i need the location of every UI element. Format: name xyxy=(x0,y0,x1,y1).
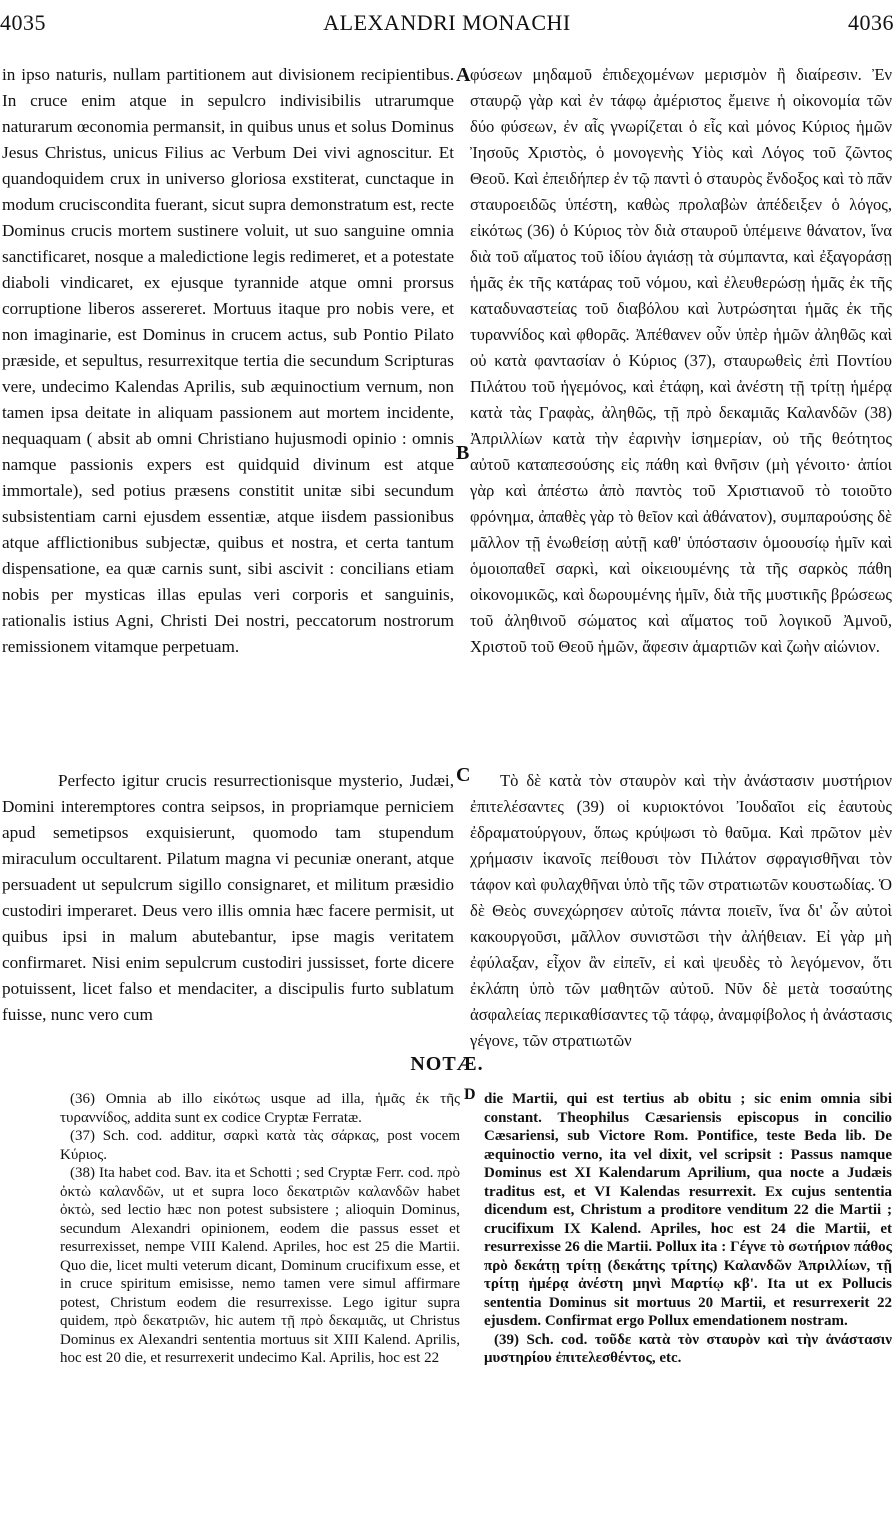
note-37: (37) Sch. cod. additur, σαρκὶ κατὰ τὰς σάρκας, post vocem Κύριος. xyxy=(60,1128,460,1163)
section-marker-b: B xyxy=(456,442,470,464)
greek-column xyxy=(470,62,892,660)
latin-column xyxy=(2,62,454,660)
page-header xyxy=(0,10,894,50)
note-38-continued: die Martii, qui est tertius ab obitu ; sic enim omnia sibi constant. Theophilus Cæsariensis episcopus in concilio Cæsariensi, sub Victore Rom. Pontifice, teste Beda lib. De æquinoctio verno, ita vel dixit, vel scripsit : Passus namque Dominus est XI Kalendarum Aprilium, qua nocte a Judæis traditus est, et VI Kalendas resurrexit. Ex cujus sententia dicendum est, Christum a proditore venditum 22 die Martii ; crucifixum IX Kalend. Apriles, hoc est 24 die Martii, et resurrexisse 26 die Martii. Pollux ita : Γέγνε τὸ σωτήριον πάθος πρὸ δεκάτῃ τρίτῃ (δεκάτης τρίτης) Καλανδῶν Ἀπριλλίων, τῇ τρίτῃ ἡμέρᾳ ἀνέστη μηνὶ Μαρτίῳ κβ'. Ita ut ex Pollucis sententia Dominus sit mortuus 20 Martii, et resurrexerit 22 ejusdem. Confirmat ergo Pollux emendationem nostram. xyxy=(484,1091,892,1329)
latin-column-2 xyxy=(2,768,454,1028)
notes-title: NOTÆ. xyxy=(410,1053,484,1075)
greek-paragraph-2: Τὸ δὲ κατὰ τὸν σταυρὸν καὶ τὴν ἀνάστασιν μυστήριον ἐπιτελέσαντες (39) οἱ κυριοκτόνοι Ἰουδαῖοι εἰς ἑαυτοὺς ἐδραματούργουν, ὅπως κρύψωσι τὸ θαῦμα. Καὶ πρῶτον μὲν χρήμασιν ἱκανοῖς πείθουσι τὸν Πιλάτον σφραγισθῆναι τὸν τάφον καὶ φυλαχθῆναι ὑπὸ τῆς τῶν στρατιωτῶν κουστωδίας. Ὁ δὲ Θεὸς συνεχώρησεν αὐτοῖς πάντα ποιεῖν, ἵνα δι' ὧν αὐτοὶ κακουργοῦσι, μᾶλλον συνιστῶσι τὴν ἀλήθειαν. Εἰ γὰρ μὴ ἐφύλαξαν, εἶχον ἂν εἰπεῖν, εἰ καὶ ψευδὲς τὸ λεγόμενον, ὅτι ἐκλάπη ὑπὸ τῶν μαθητῶν αὐτοῦ. Νῦν δὲ μετὰ τοσαύτης ἀσφαλείας περικαθίσαντες τῷ τάφῳ, ἀναμφίβολος ἡ ἀνάστασις γέγονε, τῶν στρατιωτῶν xyxy=(470,771,892,1050)
section-marker-d: D xyxy=(464,1086,476,1103)
latin-paragraph-2: Perfecto igitur crucis resurrectionisque mysterio, Judæi, Domini interemptores contra seipsos, in propriamque perniciem apud semetipsos exquisierunt, quomodo tam stupendum miraculum occultarent. Pilatum magna vi pecuniæ onerant, atque persuadent ut sepulcrum sigillo consignaret, et militum præsidio custodiri imperaret. Deus vero illis omnia hæc facere permisit, ut quibus ipsi in malum abutebantur, ipse magis veritatem confirmaret. Nisi enim sepulcrum custodiri jussisset, forte dicere potuissent, licet falso et mendaciter, a discipulis furto sublatum fuisse, nunc vero cum xyxy=(2,771,454,1024)
notes-right-column xyxy=(484,1090,892,1368)
greek-paragraph-1: φύσεων μηδαμοῦ ἐπιδεχομένων μερισμὸν ἢ διαίρεσιν. Ἐν σταυρῷ γὰρ καὶ ἐν τάφῳ ἀμέριστος ἔμεινε ἡ οἰκονομία τῶν δύο φύσεων, ἐν αἷς γνωρίζεται ὁ εἷς καὶ μόνος Κύριος ἡμῶν Ἰησοῦς Χριστὸς, ὁ μονογενὴς Υἱὸς καὶ Λόγος τοῦ ζῶντος Θεοῦ. Καὶ ἐπειδήπερ ἐν τῷ παντὶ ὁ σταυρὸς ἔνδοξος καὶ τὸ πᾶν σταυροειδῶς ὑπέστη, καθὼς προλαβὼν ἀπέδειξεν ὁ λόγος, εἰκότως (36) ὁ Κύριος τὸν διὰ σταυροῦ ὑπέμεινε θάνατον, ἵνα διὰ τοῦ αἵματος τοῦ ἰδίου ἁγιάσῃ τὰ σύμπαντα, καὶ ἐξαγοράσῃ ἡμᾶς ἐκ τῆς κατάρας τοῦ νόμου, καὶ ἐλευθερώσῃ ἡμᾶς ἐκ τῆς καταδυναστείας τοῦ διαβόλου καὶ λυτρώσηται ἡμᾶς ἐκ τῆς τυραννίδος καὶ φθορᾶς. Ἀπέθανεν οὖν ὑπὲρ ἡμῶν ἀληθῶς καὶ οὐ κατὰ φαντασίαν ὁ Κύριος (37), σταυρωθεὶς ἐπὶ Ποντίου Πιλάτου τοῦ ἡγεμόνος, καὶ ἐτάφη, καὶ ἀνέστη τῇ τρίτῃ ἡμέρᾳ κατὰ τὰς Γραφὰς, ἀληθῶς, τῇ πρὸ δεκαμιᾶς Καλανδῶν (38) Ἀπριλλίων κατὰ τὴν ἐαρινὴν ἰσημερίαν, οὐ τῆς θεότητος αὐτοῦ καταπεσούσης εἰς πάθη καὶ θνῆσιν (μὴ γένοιτο· ἀπίοι γὰρ καὶ ἀπέστω ἀπὸ παντὸς τοῦ Χριστιανοῦ τὸ τοιοῦτο φρόνημα, ἀπαθὲς γὰρ τὸ θεῖον καὶ ἀθάνατον), συμπαρούσης δὲ μᾶλλον τῇ ἑνωθείσῃ αὐτῇ καθ' ὑπόστασιν ὁμοουσίῳ ἡμῖν καὶ ὁμοιοπαθεῖ σαρκὶ, καὶ οἰκειουμένης τὰ τῆς σαρκὸς πάθη οἰκονομικῶς, καὶ δωρουμένης ἡμῖν, διὰ τῆς μυστικῆς βρώσεως τοῦ ἀληθινοῦ σώματος καὶ αἵματος τοῦ λογικοῦ Ἀμνοῦ, Χριστοῦ τοῦ Θεοῦ ἡμῶν, ἄφεσιν ἁμαρτιῶν καὶ ζωὴν αἰώνιον. xyxy=(470,65,892,656)
greek-column-2 xyxy=(470,768,892,1054)
page-number-right: 4036 xyxy=(848,10,894,35)
page-number-left: 4035 xyxy=(0,10,46,35)
running-title: ALEXANDRI MONACHI xyxy=(323,10,571,35)
note-36: (36) Omnia ab illo εἰκότως usque ad illa, ἡμᾶς ἐκ τῆς τυραννίδος, addita sunt ex codice Cryptæ Ferratæ. xyxy=(60,1091,460,1126)
latin-paragraph-1: in ipso naturis, nullam partitionem aut divisionem recipientibus. In cruce enim atque in sepulcro indivisibilis utrarumque naturarum œconomia permansit, in quibus unus et solus Dominus Jesus Christus, unicus Filius ac Verbum Dei vivi agnoscitur. Et quandoquidem crux in universo gloriosa exstiterat, cunctaque in modum cruciscondita fuerant, sicut supra demonstratum est, recte Dominus crucis mortem sustinere voluit, ut suo sanguine omnia sanctificaret, nosque a maledictione legis redimeret, et a potestate diaboli vindicaret, ex ejusque tyrannide atque omni prorsus corruptione liberos assereret. Mortuus itaque pro nobis vere, et non imaginarie, est Dominus in crucem actus, sub Pontio Pilato præside, et sepultus, resurrexitque tertia die secundum Scripturas vere, undecimo Kalendas Aprilis, sub æquinoctium vernum, non tamen ipsa deitate in aliquam passionem aut mortem incidente, nequaquam ( absit ab omni Christiano hujusmodi opinio : omnis namque passionis expers est quidquid divinum est atque immortale), sed potius præsens constitit unitæ sibi secundum subsistentiam carni ejusdem essentiæ, atque iisdem passionibus atque afflictionibus subjectæ, quibus et nostra, et certa tantum dispensatione, ea quæ carnis sunt, sibi ascivit : concilians etiam nobis per mysticas illas epulas veri corporis et sanguinis, rationalis istius Agni, Christi Dei nostri, peccatorum nostrorum remissionem vitamque perpetuam. xyxy=(2,65,454,656)
note-38: (38) Ita habet cod. Bav. ita et Schotti ; sed Cryptæ Ferr. cod. πρὸ ὀκτὼ καλανδῶν, ut et supra loco δεκατριῶν καλανδῶν habet ὀκτὼ, sed lectio hæc non potest subsistere ; alioquin Dominus, secundum Alexandri opinionem, eodem die passus esset et resurrexisset, nempe VIII Kalend. Apriles, hoc est 25 die Martii. Quo die, licet multi veterum dicant, Dominum crucifixum esse, et in cruce spiritum emisisse, nemo tamen vere simul affirmare potest, Christum eodem die resurrexisse. Lego igitur supra quidem, πρὸ δεκατριῶν, hic autem τῇ πρὸ δεκαμιᾶς, ut Christus Dominus ex Alexandri sententia mortuus sit XIII Kalend. Aprilis, hoc est 20 die, et resurrexerit undecimo Kal. Aprilis, hoc est 22 xyxy=(60,1165,460,1366)
notes-left-column xyxy=(60,1090,460,1368)
section-marker-a: A xyxy=(456,64,471,86)
section-marker-c: C xyxy=(456,764,471,786)
note-39: (39) Sch. cod. τοῦδε κατὰ τὸν σταυρὸν καὶ τὴν ἀνάστασιν μυστηρίου ἐπιτελεσθέντος, etc. xyxy=(484,1331,892,1366)
